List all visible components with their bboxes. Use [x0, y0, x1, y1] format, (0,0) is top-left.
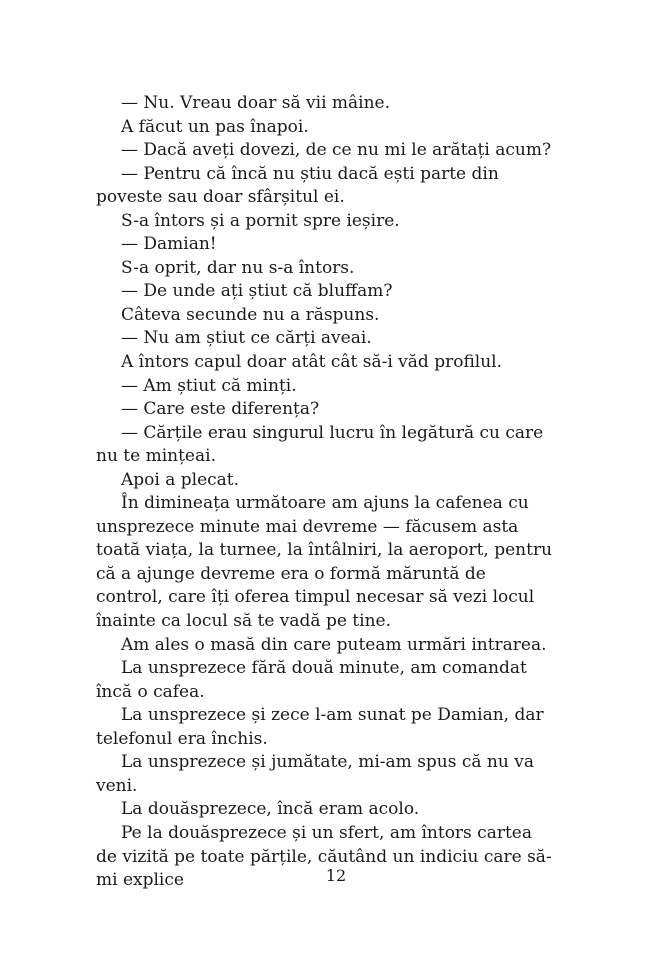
paragraph: — Cărțile erau singurul lucru în legătură cu care nu te mințeai. [96, 422, 544, 467]
paragraph: — Pentru că încă nu știu dacă ești parte din poveste sau doar sfârșitul ei. [96, 163, 499, 208]
paragraph: La unsprezece și jumătate, mi-am spus că nu va veni. [96, 752, 534, 796]
paragraph: — Am știut că minți. [121, 375, 297, 396]
paragraph: La douăsprezece, încă eram acolo. [121, 799, 420, 820]
paragraph: S-a întors și a pornit spre ieșire. [121, 210, 400, 231]
paragraph: Pe la douăsprezece și un sfert, am întors cartea de vizită pe toate părțile, căutând un indiciu care să-mi explice [96, 822, 552, 891]
paragraph: — Nu am știut ce cărți aveai. [121, 328, 372, 349]
paragraph: A făcut un pas înapoi. [121, 116, 309, 137]
paragraph: — Care este diferența? [121, 399, 320, 420]
paragraph: Am ales o masă din care puteam urmări intrarea. [121, 634, 547, 655]
paragraph: A întors capul doar atât cât să-i văd profilul. [121, 352, 503, 373]
paragraph: S-a oprit, dar nu s-a întors. [121, 257, 355, 278]
paragraph: La unsprezece fără două minute, am comandat încă o cafea. [96, 658, 527, 702]
paragraph: La unsprezece și zece l-am sunat pe Damian, dar telefonul era închis. [96, 705, 544, 749]
paragraph: — De unde ați știut că bluffam? [121, 281, 393, 302]
page-number: 12 [325, 866, 347, 885]
paragraph: Apoi a plecat. [121, 469, 240, 490]
body-text [96, 92, 556, 893]
paragraph: — Nu. Vreau doar să vii mâine. [121, 93, 391, 113]
paragraph: Câteva secunde nu a răspuns. [121, 304, 380, 325]
paragraph: — Dacă aveți dovezi, de ce nu mi le arătați acum? [121, 140, 552, 161]
paragraph: — Damian! [121, 234, 217, 255]
paragraph: În dimineața următoare am ajuns la cafenea cu unsprezece minute mai devreme — făcusem asta toată viața, la turnee, la întâlniri, la aeroport, pentru că a ajunge devreme era o formă măruntă de control, care îți oferea timpul necesar să vezi locul înainte ca locul să te vadă pe tine. [96, 493, 553, 632]
